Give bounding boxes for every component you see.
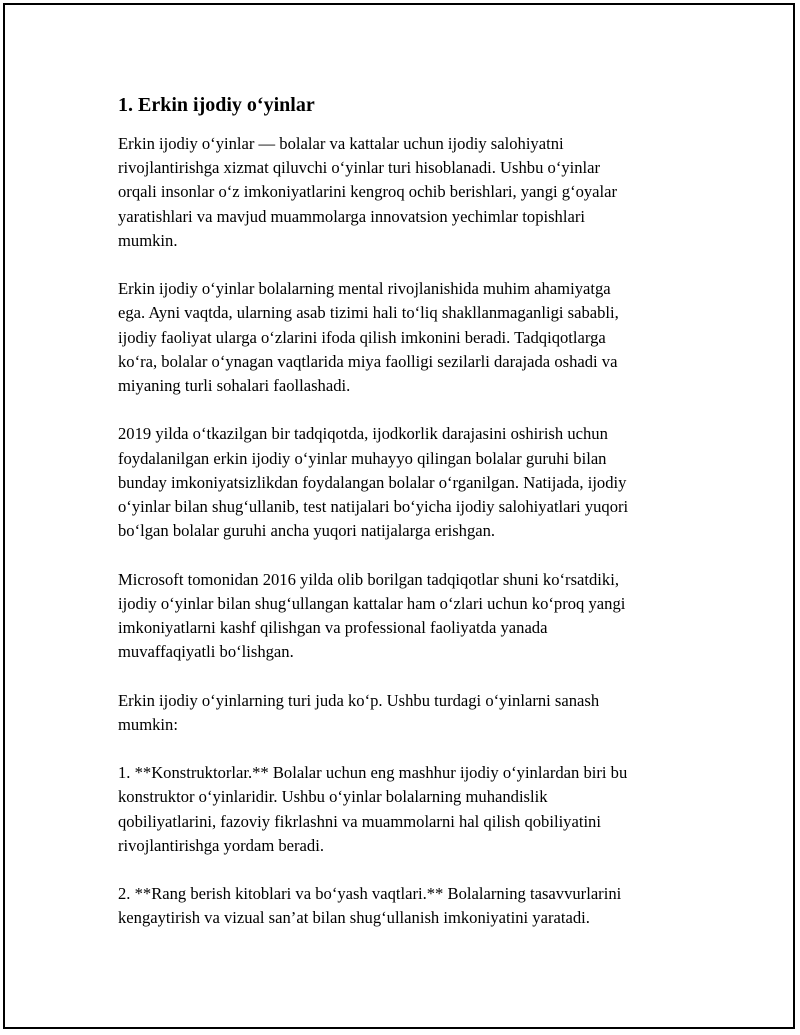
list-item-coloring-books: 2. **Rang berish kitoblari va bo‘yash vaqtlari.** Bolalarning tasavvurlarini kengaytirish va vizual san’at bilan shug‘ullanish imkoniyatini yaratadi. xyxy=(118,884,622,928)
paragraph-mental-development: Erkin ijodiy o‘yinlar bolalarning mental rivojlanishida muhim ahamiyatga ega. Ayni vaqtda, ularning asab tizimi hali to‘liq shakllanmaganligi sababli, ijodiy faoliyat ularga o‘zlarini ifoda qilish imkonini beradi. Tadqiqotlarga ko‘ra, bolalar o‘ynagan vaqtlarida miya faolligi sezilarli darajada oshadi va miyaning turli sohalari faollashadi. xyxy=(118,279,619,396)
paragraph-intro: Erkin ijodiy o‘yinlar — bolalar va kattalar uchun ijodiy salohiyatni rivojlantirishga xizmat qiluvchi o‘yinlar turi hisoblanadi. Ushbu o‘yinlar orqali insonlar o‘z imkoniyatlarini kengroq ochib berishlari, yangi g‘oyalar yaratishlari va mavjud muammolarga innovatsion yechimlar topishlari mumkin. xyxy=(118,134,618,250)
paragraph-types-intro: Erkin ijodiy o‘yinlarning turi juda ko‘p. Ushbu turdagi o‘yinlarni sanash mumkin: xyxy=(118,690,600,734)
document-body xyxy=(118,92,688,955)
paragraph-microsoft-study: Microsoft tomonidan 2016 yilda olib borilgan tadqiqotlar shuni ko‘rsatdiki, ijodiy o‘yinlar bilan shug‘ullangan kattalar ham o‘zlari uchun ko‘proq yangi imkoniyatlarni kashf qilishgan va professional faoliyatda yanada muvaffaqiyatli bo‘lishgan. xyxy=(118,569,626,662)
list-item-constructors: 1. **Konstruktorlar.** Bolalar uchun eng mashhur ijodiy o‘yinlardan biri bu konstruktor o‘yinlaridir. Ushbu o‘yinlar bolalarning muhandislik qobiliyatlarini, fazoviy fikrlashni va muammolarni hal qilish qobiliyatini rivojlantirishga yordam beradi. xyxy=(118,763,628,855)
document-title: 1. Erkin ijodiy o‘yinlar xyxy=(118,94,315,116)
paragraph-2019-study: 2019 yilda o‘tkazilgan bir tadqiqotda, ijodkorlik darajasini oshirish uchun foydalanilgan erkin ijodiy o‘yinlar muhayyo qilingan bolalar guruhi bilan bunday imkoniyatsizlikdan foydalangan bolalar o‘rganilgan. Natijada, ijodiy o‘yinlar bilan shug‘ullanib, test natijalari bo‘yicha ijodiy salohiyatlari yuqori bo‘lgan bolalar guruhi ancha yuqori natijalarga erishgan. xyxy=(118,424,629,541)
